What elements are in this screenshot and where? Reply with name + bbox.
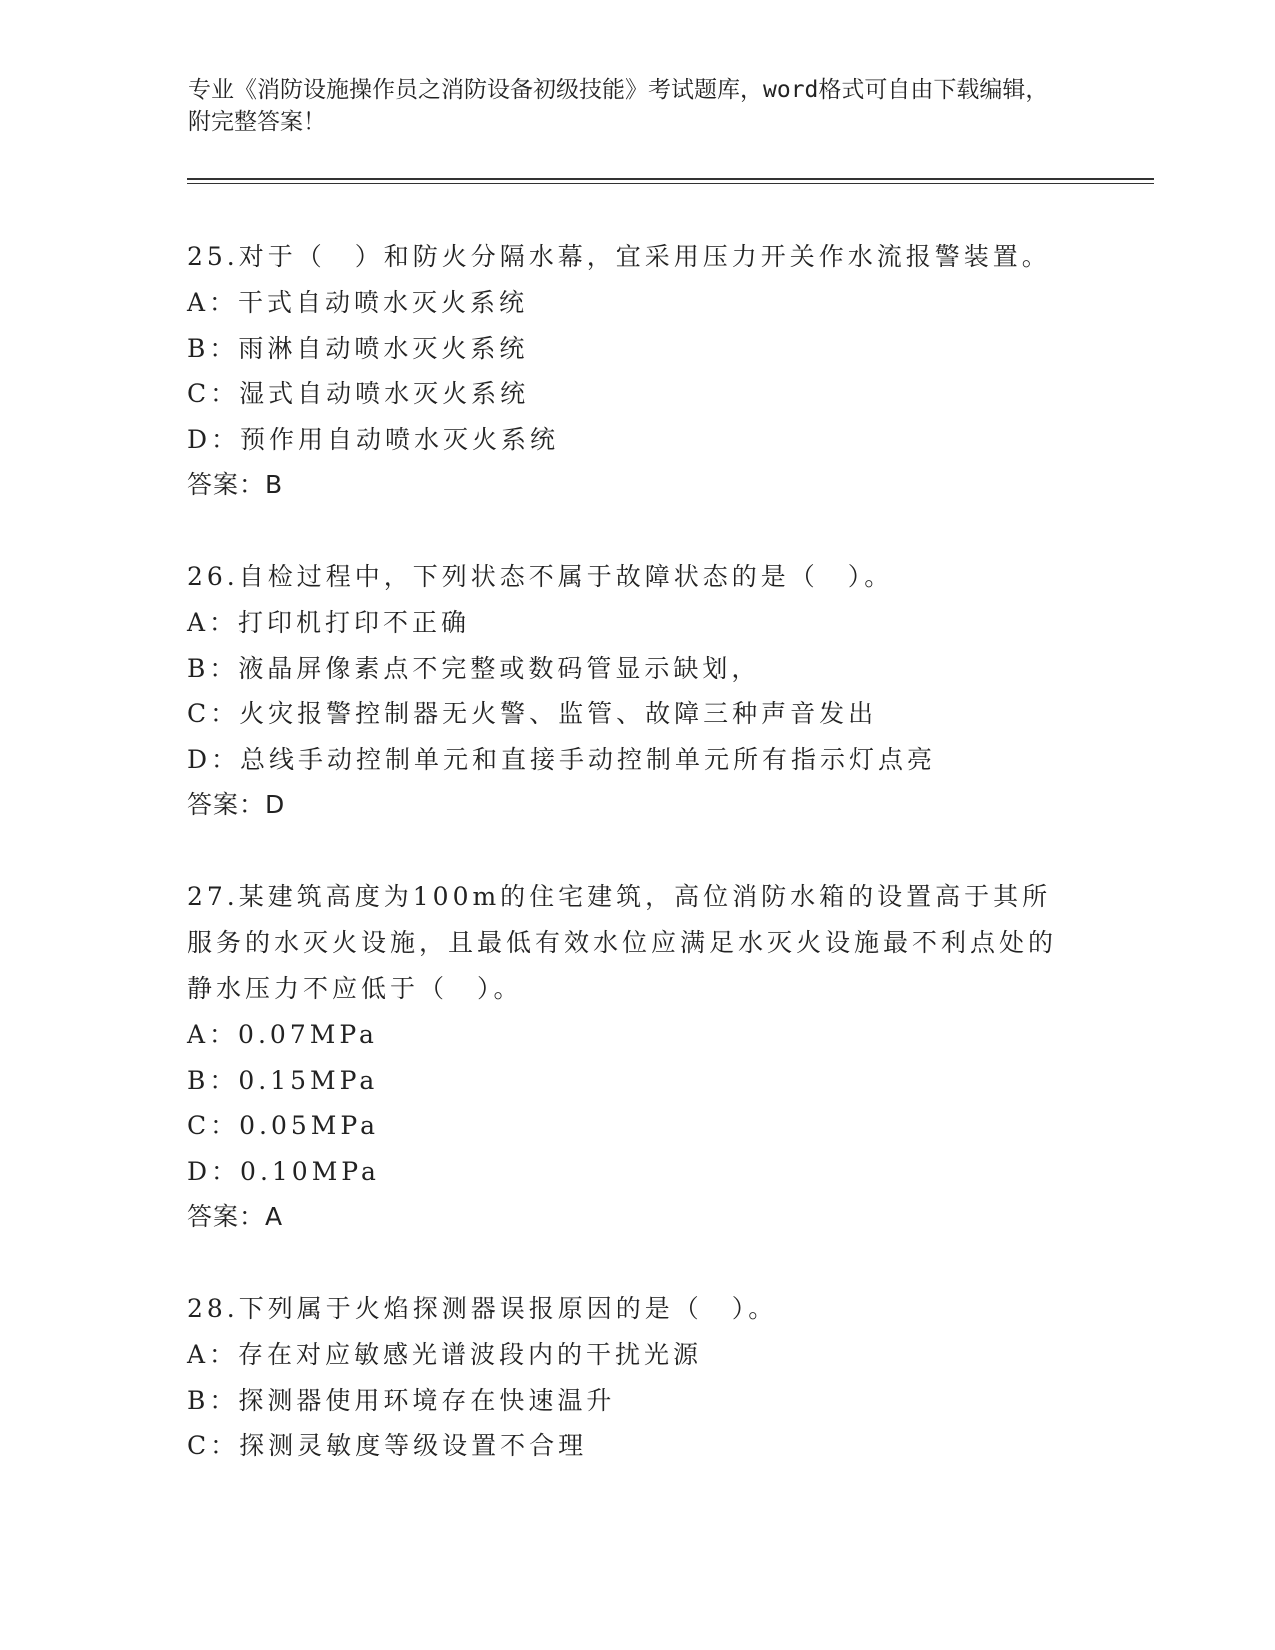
option-a: A：存在对应敏感光谱波段内的干扰光源 (187, 1340, 703, 1369)
option-c: C：湿式自动喷水灭火系统 (187, 379, 530, 408)
question-25 (187, 234, 1067, 508)
document-header-text: 专业《消防设施操作员之消防设备初级技能》考试题库，word格式可自由下载编辑，附完整答案！ (188, 77, 1049, 135)
header-divider-thin (187, 183, 1154, 184)
option-c: C：火灾报警控制器无火警、监管、故障三种声音发出 (187, 699, 878, 728)
option-c: C：探测灵敏度等级设置不合理 (187, 1431, 588, 1460)
option-a: A：干式自动喷水灭火系统 (187, 288, 529, 317)
option-d: D：预作用自动喷水灭火系统 (187, 424, 560, 454)
option-b: B：探测器使用环境存在快速温升 (187, 1385, 616, 1415)
question-list (187, 234, 1067, 1515)
question-28 (187, 1286, 1067, 1469)
answer-label: 答案：A (187, 1202, 284, 1231)
question-26 (187, 554, 1067, 828)
answer-label: 答案：B (187, 470, 284, 499)
question-27 (187, 874, 1067, 1240)
option-d: D：总线手动控制单元和直接手动控制单元所有指示灯点亮 (187, 744, 937, 774)
option-a: A：打印机打印不正确 (187, 608, 471, 637)
question-stem: 27.某建筑高度为100m的住宅建筑，高位消防水箱的设置高于其所服务的水灭火设施，且最低有效水位应满足水灭火设施最不利点处的静水压力不应低于（ ）。 (187, 882, 1058, 1003)
question-stem: 26.自检过程中，下列状态不属于故障状态的是（ ）。 (187, 562, 894, 591)
answer-label: 答案：D (187, 790, 286, 819)
header-divider-thick (187, 178, 1154, 180)
option-b: B：雨淋自动喷水灭火系统 (187, 333, 529, 363)
option-d: D：0.10MPa (187, 1156, 380, 1186)
option-b: B：液晶屏像素点不完整或数码管显示缺划， (187, 653, 761, 683)
option-b: B：0.15MPa (187, 1065, 379, 1095)
question-stem: 28.下列属于火焰探测器误报原因的是（ ）。 (187, 1294, 778, 1323)
option-c: C：0.05MPa (187, 1111, 379, 1140)
question-stem: 25.对于（ ）和防火分隔水幕，宜采用压力开关作水流报警装置。 (187, 242, 1051, 271)
option-a: A：0.07MPa (187, 1020, 378, 1049)
